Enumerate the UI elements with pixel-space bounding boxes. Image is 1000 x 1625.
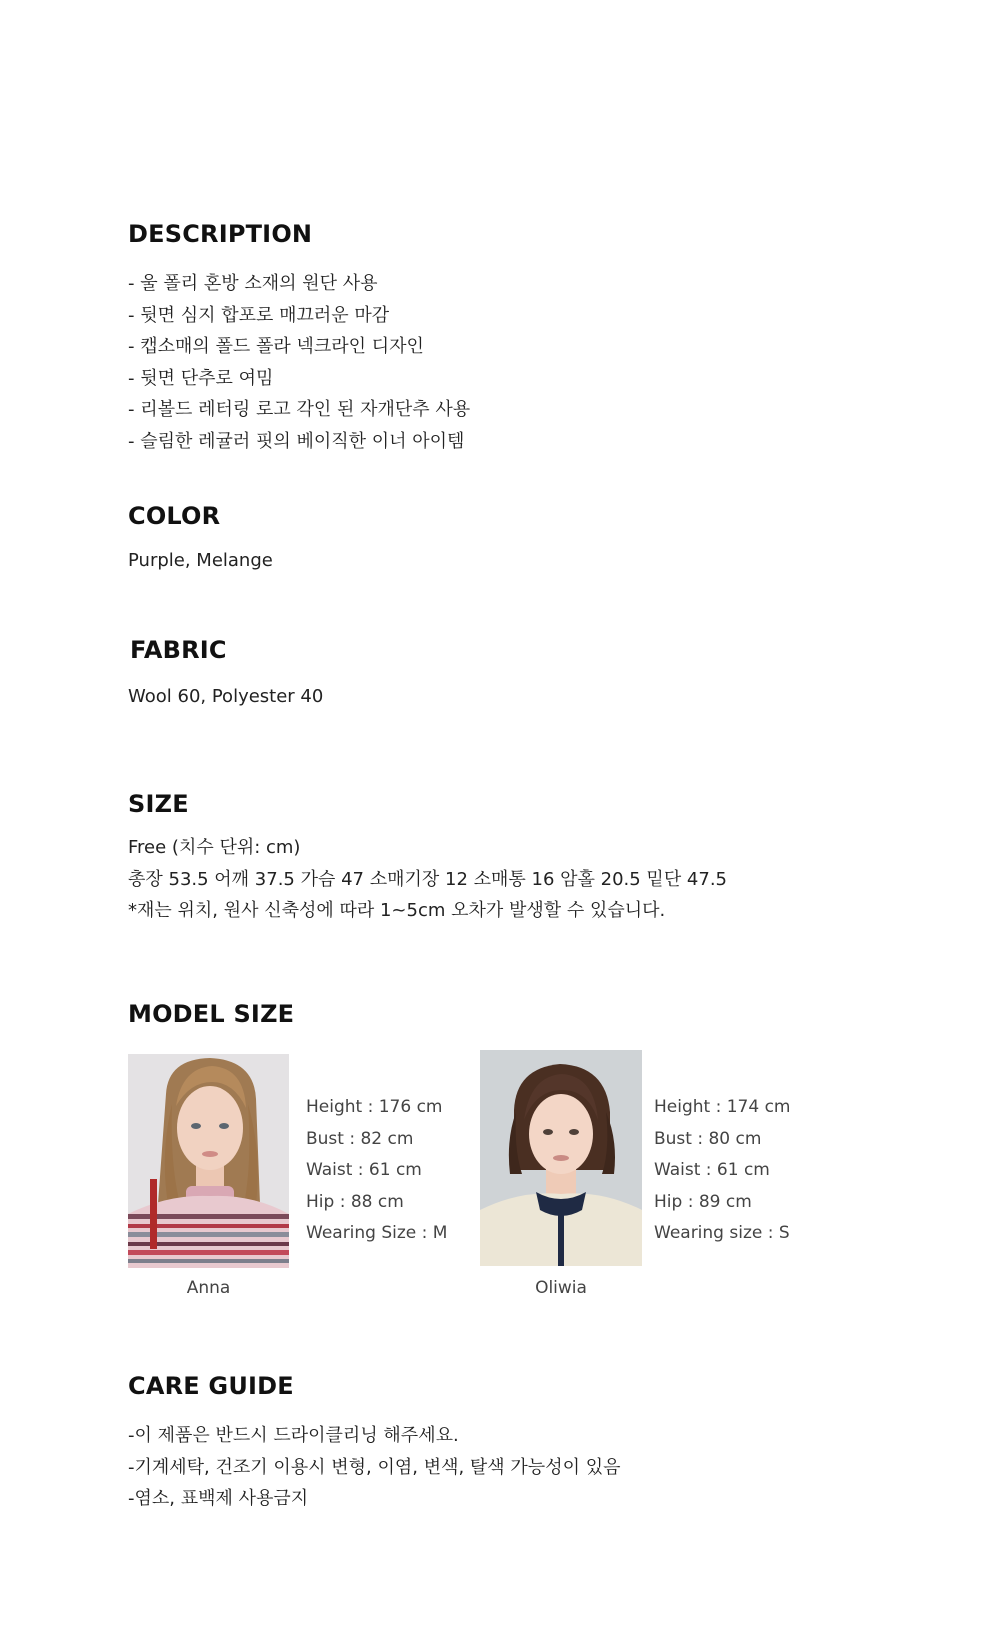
description-list (128, 268, 470, 457)
care-guide-item: -이 제품은 반드시 드라이클리닝 해주세요. (128, 1425, 459, 1446)
care-guide-item: -기계세탁, 건조기 이용시 변형, 이염, 변색, 탈색 가능성이 있음 (128, 1456, 621, 1478)
description-item: - 뒷면 심지 합포로 매끄러운 마감 (128, 304, 390, 326)
care-guide-title: CARE GUIDE (128, 1372, 294, 1400)
model-waist: Waist : 61 cm (306, 1160, 422, 1180)
size-free-line: Free (치수 단위: cm) (128, 837, 301, 858)
model-photo-anna (128, 1054, 289, 1268)
size-note-line: *재는 위치, 원사 신축성에 따라 1~5cm 오차가 발생할 수 있습니다. (128, 900, 666, 921)
model-stats-anna (306, 1092, 447, 1250)
model-photo-oliwia (480, 1050, 642, 1266)
care-guide-item: -염소, 표백제 사용금지 (128, 1488, 309, 1509)
care-guide-list (128, 1420, 620, 1515)
model-bust: Bust : 82 cm (306, 1128, 414, 1149)
fabric-title: FABRIC (130, 636, 227, 664)
model-hip: Hip : 88 cm (306, 1191, 404, 1212)
model-name-oliwia: Oliwia (535, 1278, 587, 1298)
description-item: - 슬림한 레귤러 핏의 베이직한 이너 아이템 (128, 430, 465, 452)
color-title: COLOR (128, 502, 221, 530)
description-item: - 울 폴리 혼방 소재의 원단 사용 (128, 273, 378, 294)
model-hip: Hip : 89 cm (654, 1191, 752, 1212)
model-waist: Waist : 61 cm (654, 1160, 770, 1180)
model-size-title: MODEL SIZE (128, 1000, 295, 1028)
color-value: Purple, Melange (128, 550, 273, 571)
size-title: SIZE (128, 790, 189, 818)
description-item: - 캡소매의 폴드 폴라 넥크라인 디자인 (128, 336, 424, 357)
description-title: DESCRIPTION (128, 220, 313, 248)
model-height: Height : 176 cm (306, 1097, 443, 1117)
model-height: Height : 174 cm (654, 1097, 791, 1117)
model-stats-oliwia (654, 1092, 791, 1250)
size-lines (128, 832, 727, 927)
model-wearing-size: Wearing size : S (654, 1223, 790, 1243)
model-name-anna: Anna (186, 1278, 231, 1298)
fabric-value: Wool 60, Polyester 40 (128, 686, 324, 707)
model-bust: Bust : 80 cm (654, 1128, 762, 1149)
size-measurements-line: 총장 53.5 어깨 37.5 가슴 47 소매기장 12 소매통 16 암홀 20.5 밑단 47.5 (128, 868, 728, 890)
description-item: - 뒷면 단추로 여밈 (128, 367, 274, 389)
description-item: - 리볼드 레터링 로고 각인 된 자개단추 사용 (128, 399, 471, 420)
model-wearing-size: Wearing Size : M (306, 1223, 448, 1243)
